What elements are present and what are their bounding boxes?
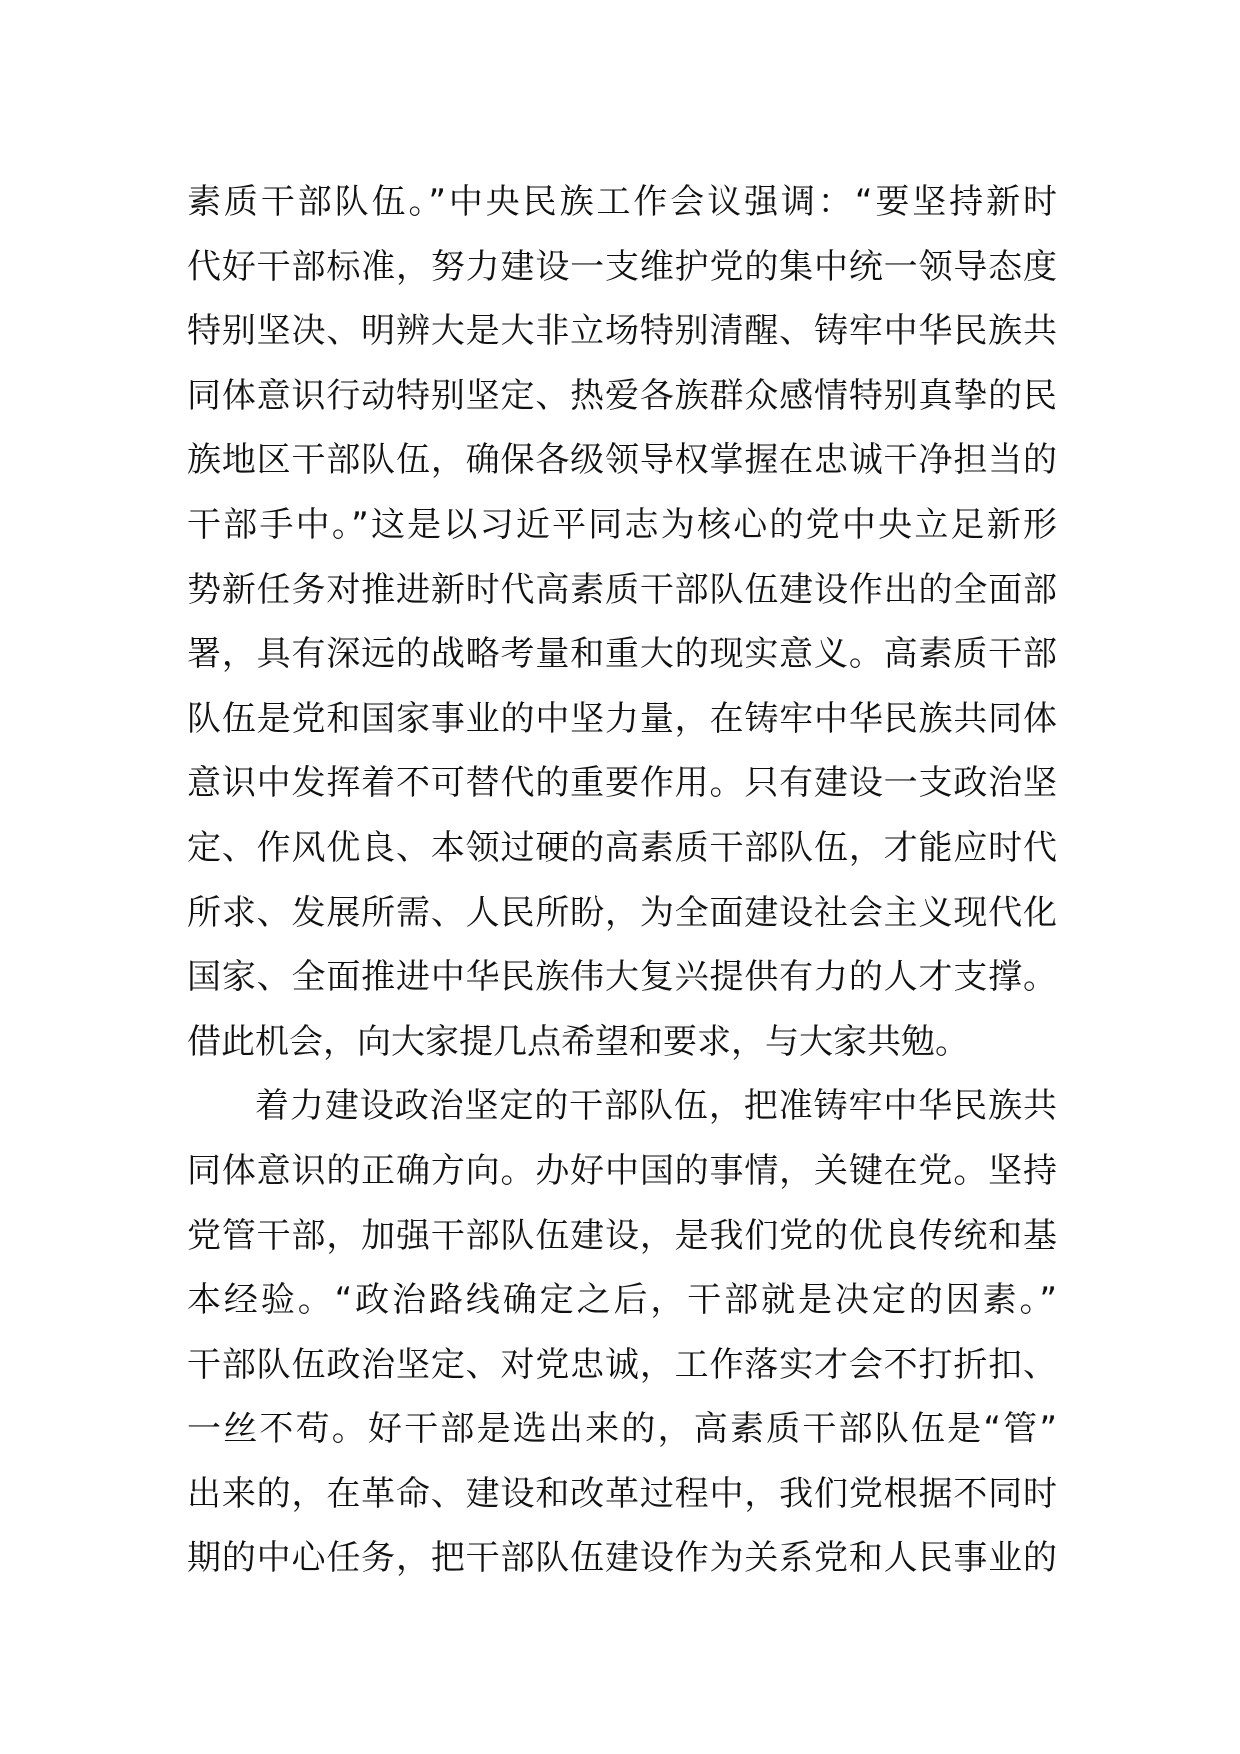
- text-line: 族地区干部队伍，确保各级领导权掌握在忠诚干净担当的: [187, 440, 1057, 481]
- text-line: 代好干部标准，努力建设一支维护党的集中统一领导态度: [187, 246, 1057, 287]
- paragraph-first-line: 着力建设政治坚定的干部队伍，把准铸牢中华民族共: [255, 1086, 1057, 1127]
- text-line: 本经验。“政治路线确定之后，干部就是决定的因素。”: [187, 1280, 1057, 1321]
- text-line: 意识中发挥着不可替代的重要作用。只有建设一支政治坚: [187, 763, 1057, 804]
- text-line: 干部队伍政治坚定、对党忠诚，工作落实才会不打折扣、: [187, 1344, 1057, 1385]
- text-line: 一丝不苟。好干部是选出来的，高素质干部队伍是“管”: [187, 1409, 1057, 1450]
- text-line: 署，具有深远的战略考量和重大的现实意义。高素质干部: [187, 634, 1057, 675]
- text-line: 所求、发展所需、人民所盼，为全面建设社会主义现代化: [187, 892, 1057, 933]
- text-line: 出来的，在革命、建设和改革过程中，我们党根据不同时: [187, 1473, 1057, 1514]
- text-line: 特别坚决、明辨大是大非立场特别清醒、铸牢中华民族共: [187, 311, 1057, 352]
- text-line: 同体意识行动特别坚定、热爱各族群众感情特别真挚的民: [187, 375, 1057, 416]
- text-line: 素质干部队伍。”中央民族工作会议强调：“要坚持新时: [187, 182, 1057, 222]
- text-line: 队伍是党和国家事业的中坚力量，在铸牢中华民族共同体: [187, 698, 1057, 739]
- text-line: 势新任务对推进新时代高素质干部队伍建设作出的全面部: [187, 569, 1057, 610]
- text-line: 期的中心任务，把干部队伍建设作为关系党和人民事业的: [187, 1538, 1057, 1579]
- text-line: 同体意识的正确方向。办好中国的事情，关键在党。坚持: [187, 1150, 1057, 1191]
- document-body: [187, 170, 1057, 1591]
- text-line: 定、作风优良、本领过硬的高素质干部队伍，才能应时代: [187, 827, 1057, 868]
- text-line: 党管干部，加强干部队伍建设，是我们党的优良传统和基: [187, 1215, 1057, 1256]
- text-line: 国家、全面推进中华民族伟大复兴提供有力的人才支撑。: [187, 957, 1057, 998]
- text-line: 干部手中。”这是以习近平同志为核心的党中央立足新形: [187, 504, 1057, 545]
- paragraph-end-line: 借此机会，向大家提几点希望和要求，与大家共勉。: [187, 1021, 969, 1062]
